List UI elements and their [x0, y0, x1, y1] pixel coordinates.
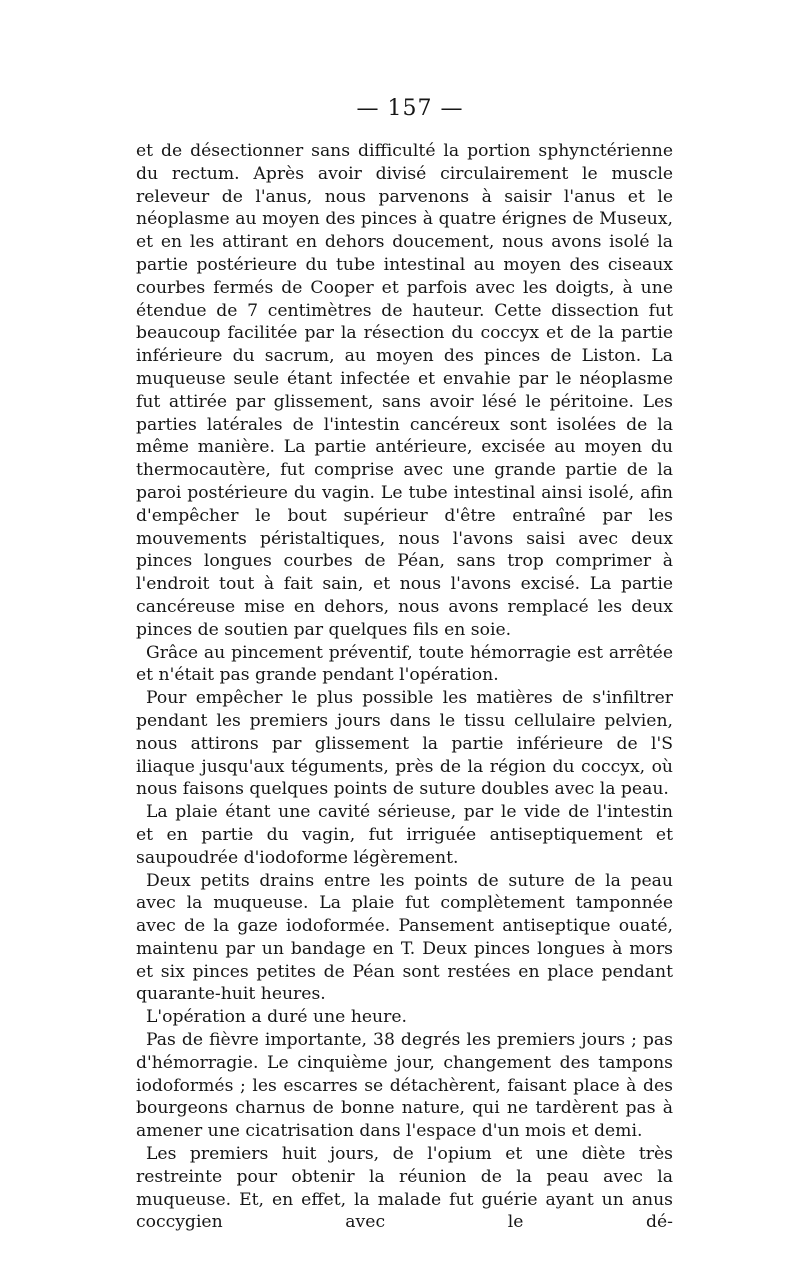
page-number: — 157 —	[356, 96, 464, 121]
paragraph: Pas de fièvre importante, 38 degrés les premiers jours ; pas d'hémorragie. Le cinquième jour, changement des tampons iodoformés ; les escarres se détachèrent, faisant place à des bourgeons charnus de bonne nature, qui ne tardèrent pas à amener une cicatrisation dans l'espace d'un mois et demi.	[136, 1030, 673, 1142]
body-text	[136, 140, 673, 1234]
paragraph: et de désectionner sans difficulté la portion sphynctérienne du rectum. Après avoir divisé circulairement le muscle releveur de l'anus, nous parvenons à saisir l'anus et le néoplasme au moyen des pinces à quatre érignes de Museux, et en les attirant en dehors doucement, nous avons isolé la partie postérieure du tube intestinal au moyen des ciseaux courbes fermés de Cooper et parfois avec les doigts, à une étendue de 7 centimètres de hauteur. Cette dissection fut beaucoup facilitée par la résection du coccyx et de la partie inférieure du sacrum, au moyen des pinces de Liston. La muqueuse seule étant infectée et envahie par le néoplasme fut attirée par glissement, sans avoir lésé le péritoine. Les parties latérales de l'intestin cancéreux sont isolées de la même manière. La partie antérieure, excisée au moyen du thermocautère, fut comprise avec une grande partie de la paroi postérieure du vagin. Le tube intestinal ainsi isolé, afin d'empêcher le bout supérieur d'être entraîné par les mouvements péristaltiques, nous l'avons saisi avec deux pinces longues courbes de Péan, sans trop comprimer à l'endroit tout à fait sain, et nous l'avons excisé. La partie cancéreuse mise en dehors, nous avons remplacé les deux pinces de soutien par quelques fils en soie.	[136, 141, 673, 640]
paragraph: La plaie étant une cavité sérieuse, par le vide de l'intestin et en partie du vagin, fut irriguée antiseptiquement et saupoudrée d'iodoforme légèrement.	[136, 802, 673, 868]
paragraph: L'opération a duré une heure.	[146, 1007, 407, 1028]
paragraph: Grâce au pincement préventif, toute hémorragie est arrêtée et n'était pas grande pendant l'opération.	[136, 642, 673, 686]
paragraph: Pour empêcher le plus possible les matières de s'infiltrer pendant les premiers jours dans le tissu cellulaire pelvien, nous attirons par glissement la partie inférieure de l'S iliaque jusqu'aux téguments, près de la région du coccyx, où nous faisons quelques points de suture doubles avec la peau.	[136, 688, 673, 800]
paragraph: Les premiers huit jours, de l'opium et une diète très restreinte pour obtenir la réunion de la peau avec la muqueuse. Et, en effet, la malade fut guérie ayant un anus coccygien avec le dé-	[136, 1144, 673, 1233]
paragraph: Deux petits drains entre les points de suture de la peau avec la muqueuse. La plaie fut complètement tamponnée avec de la gaze iodoformée. Pansement antiseptique ouaté, maintenu par un bandage en T. Deux pinces longues à mors et six pinces petites de Péan sont restées en place pendant quarante-huit heures.	[136, 870, 673, 1005]
